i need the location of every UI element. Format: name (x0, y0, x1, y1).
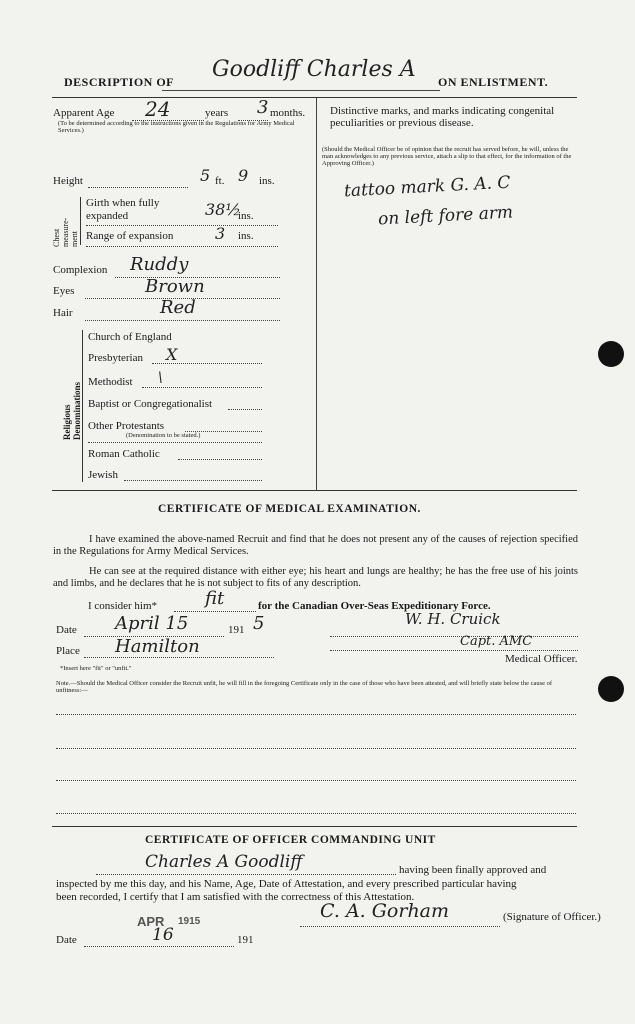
age-months-label: months. (270, 107, 306, 119)
chest-range-value: 3 (215, 224, 226, 243)
medical-signature: W. H. Cruick (405, 610, 501, 628)
chest-range-unit: ins. (238, 230, 254, 242)
medical-para1: I have examined the above-named Recruit and find that he does not present any of the causes of rejection specified in the Regulations for Army Medical Services. (53, 534, 578, 557)
top-rule (52, 97, 577, 98)
medical-consider-rest: for the Canadian Over-Seas Expeditionary Force. (258, 600, 491, 612)
chest-girth-label: Girth when fully expanded (86, 197, 160, 222)
officer-text-1: having been finally approved and (399, 864, 547, 876)
officer-signature-label: (Signature of Officer.) (503, 911, 601, 923)
officer-text-2: inspected by me this day, and his Name, Age, Date of Attestation, and every prescribed particular having (56, 878, 517, 890)
chest-side-label: Chest measure-ment (52, 217, 79, 247)
medical-place-label: Place (56, 645, 80, 657)
officer-heading: CERTIFICATE OF OFFICER COMMANDING UNIT (145, 834, 436, 846)
age-note: (To be determined according to the instructions given in the Regulations for Army Medical Services.) (58, 120, 295, 134)
header-title-right: ON ENLISTMENT. (438, 75, 549, 89)
date-stamp-month: APR (137, 914, 165, 929)
hair-label: Hair (53, 307, 73, 319)
officer-signature: C. A. Gorham (320, 900, 450, 922)
unfitness-line-1 (56, 714, 576, 715)
officer-year-printed: 191 (237, 934, 254, 946)
medical-fit-value: fit (205, 588, 225, 609)
section-rule-2 (52, 826, 577, 827)
height-ft-label: ft. (215, 175, 225, 187)
religion-presbyterian-mark: X (166, 345, 178, 364)
section-rule-1 (52, 490, 577, 491)
medical-date-value: April 15 (115, 613, 189, 634)
complexion-value: Ruddy (130, 254, 189, 275)
medical-para2: He can see at the required distance with either eye; his heart and lungs are healthy; he has the free use of his joints and limbs, and he declares that he is not subject to fits of any description. (53, 566, 578, 589)
religion-methodist-mark: \ (158, 370, 163, 386)
religion-methodist: Methodist (88, 376, 133, 388)
height-in-label: ins. (259, 175, 275, 187)
distinctive-hw-1: tattoo mark G. A. C (343, 172, 511, 202)
medical-heading: CERTIFICATE OF MEDICAL EXAMINATION. (158, 503, 421, 515)
medical-footnote: *Insert here "fit" or "unfit." (60, 665, 132, 672)
medical-consider-label: I consider him* (88, 600, 158, 612)
header-name: Goodliff Charles A (212, 57, 416, 82)
religion-church-england: Church of England (88, 331, 172, 343)
religion-other: Other Protestants (88, 420, 165, 432)
distinctive-note: (Should the Medical Officer be of opinion that the recruit has served before, he will, unless the man acknowledges to any previous service, attach a slip to that effect, for the information of the Approving Officer.) (322, 146, 572, 167)
unfitness-line-2 (56, 748, 576, 749)
medical-rank: Capt. AMC (460, 634, 533, 649)
chest-girth-unit: ins. (238, 210, 254, 222)
medical-officer-label: Medical Officer. (505, 653, 578, 665)
medical-year-value: 5 (253, 613, 265, 634)
chest-range-label: Range of expansion (86, 230, 174, 242)
chest-girth-value: 38½ (205, 200, 241, 219)
religion-baptist: Baptist or Congregationalist (88, 398, 213, 410)
unfitness-line-3 (56, 780, 576, 781)
height-in-value: 9 (238, 166, 249, 185)
religion-side-label: Religious Denominations (62, 381, 82, 440)
medical-year-printed: 191 (228, 624, 245, 636)
distinctive-hw-2: on left fore arm (377, 202, 514, 230)
punch-hole-top (598, 341, 624, 367)
religion-other-note: (Denomination to be stated.) (126, 432, 201, 439)
eyes-label: Eyes (53, 285, 75, 297)
unfitness-line-4 (56, 813, 576, 814)
medical-place-value: Hamilton (115, 636, 200, 657)
officer-recruit-name: Charles A Goodliff (145, 852, 303, 872)
distinctive-label: Distinctive marks, and marks indicating congenital peculiarities or previous disease. (330, 105, 555, 129)
date-stamp-day: 16 (152, 925, 174, 945)
complexion-label: Complexion (53, 264, 108, 276)
religion-jewish: Jewish (88, 469, 118, 481)
date-stamp-year: 1915 (178, 916, 201, 927)
height-label: Height (53, 175, 83, 187)
height-ft-value: 5 (200, 166, 211, 185)
medical-note: Note.—Should the Medical Officer consider the Recruit unfit, he will fill in the foregoing Certificate only in the case of those who have been attested, and will briefly state below the cause of unfitness:— (56, 680, 553, 694)
officer-date-label: Date (56, 934, 77, 946)
age-years-value: 24 (145, 97, 171, 121)
column-divider (316, 98, 317, 490)
age-label: Apparent Age (53, 107, 115, 119)
medical-date-label: Date (56, 624, 77, 636)
hair-value: Red (160, 297, 196, 318)
eyes-value: Brown (145, 276, 205, 297)
religion-presbyterian: Presbyterian (88, 352, 143, 364)
officer-text-3: been recorded, I certify that I am satisfied with the correctness of this Attestation. (56, 891, 415, 903)
punch-hole-bottom (598, 676, 624, 702)
age-years-label: years (205, 107, 229, 119)
header-title-left: DESCRIPTION OF (64, 75, 175, 89)
age-months-value: 3 (257, 97, 269, 118)
religion-catholic: Roman Catholic (88, 448, 160, 460)
